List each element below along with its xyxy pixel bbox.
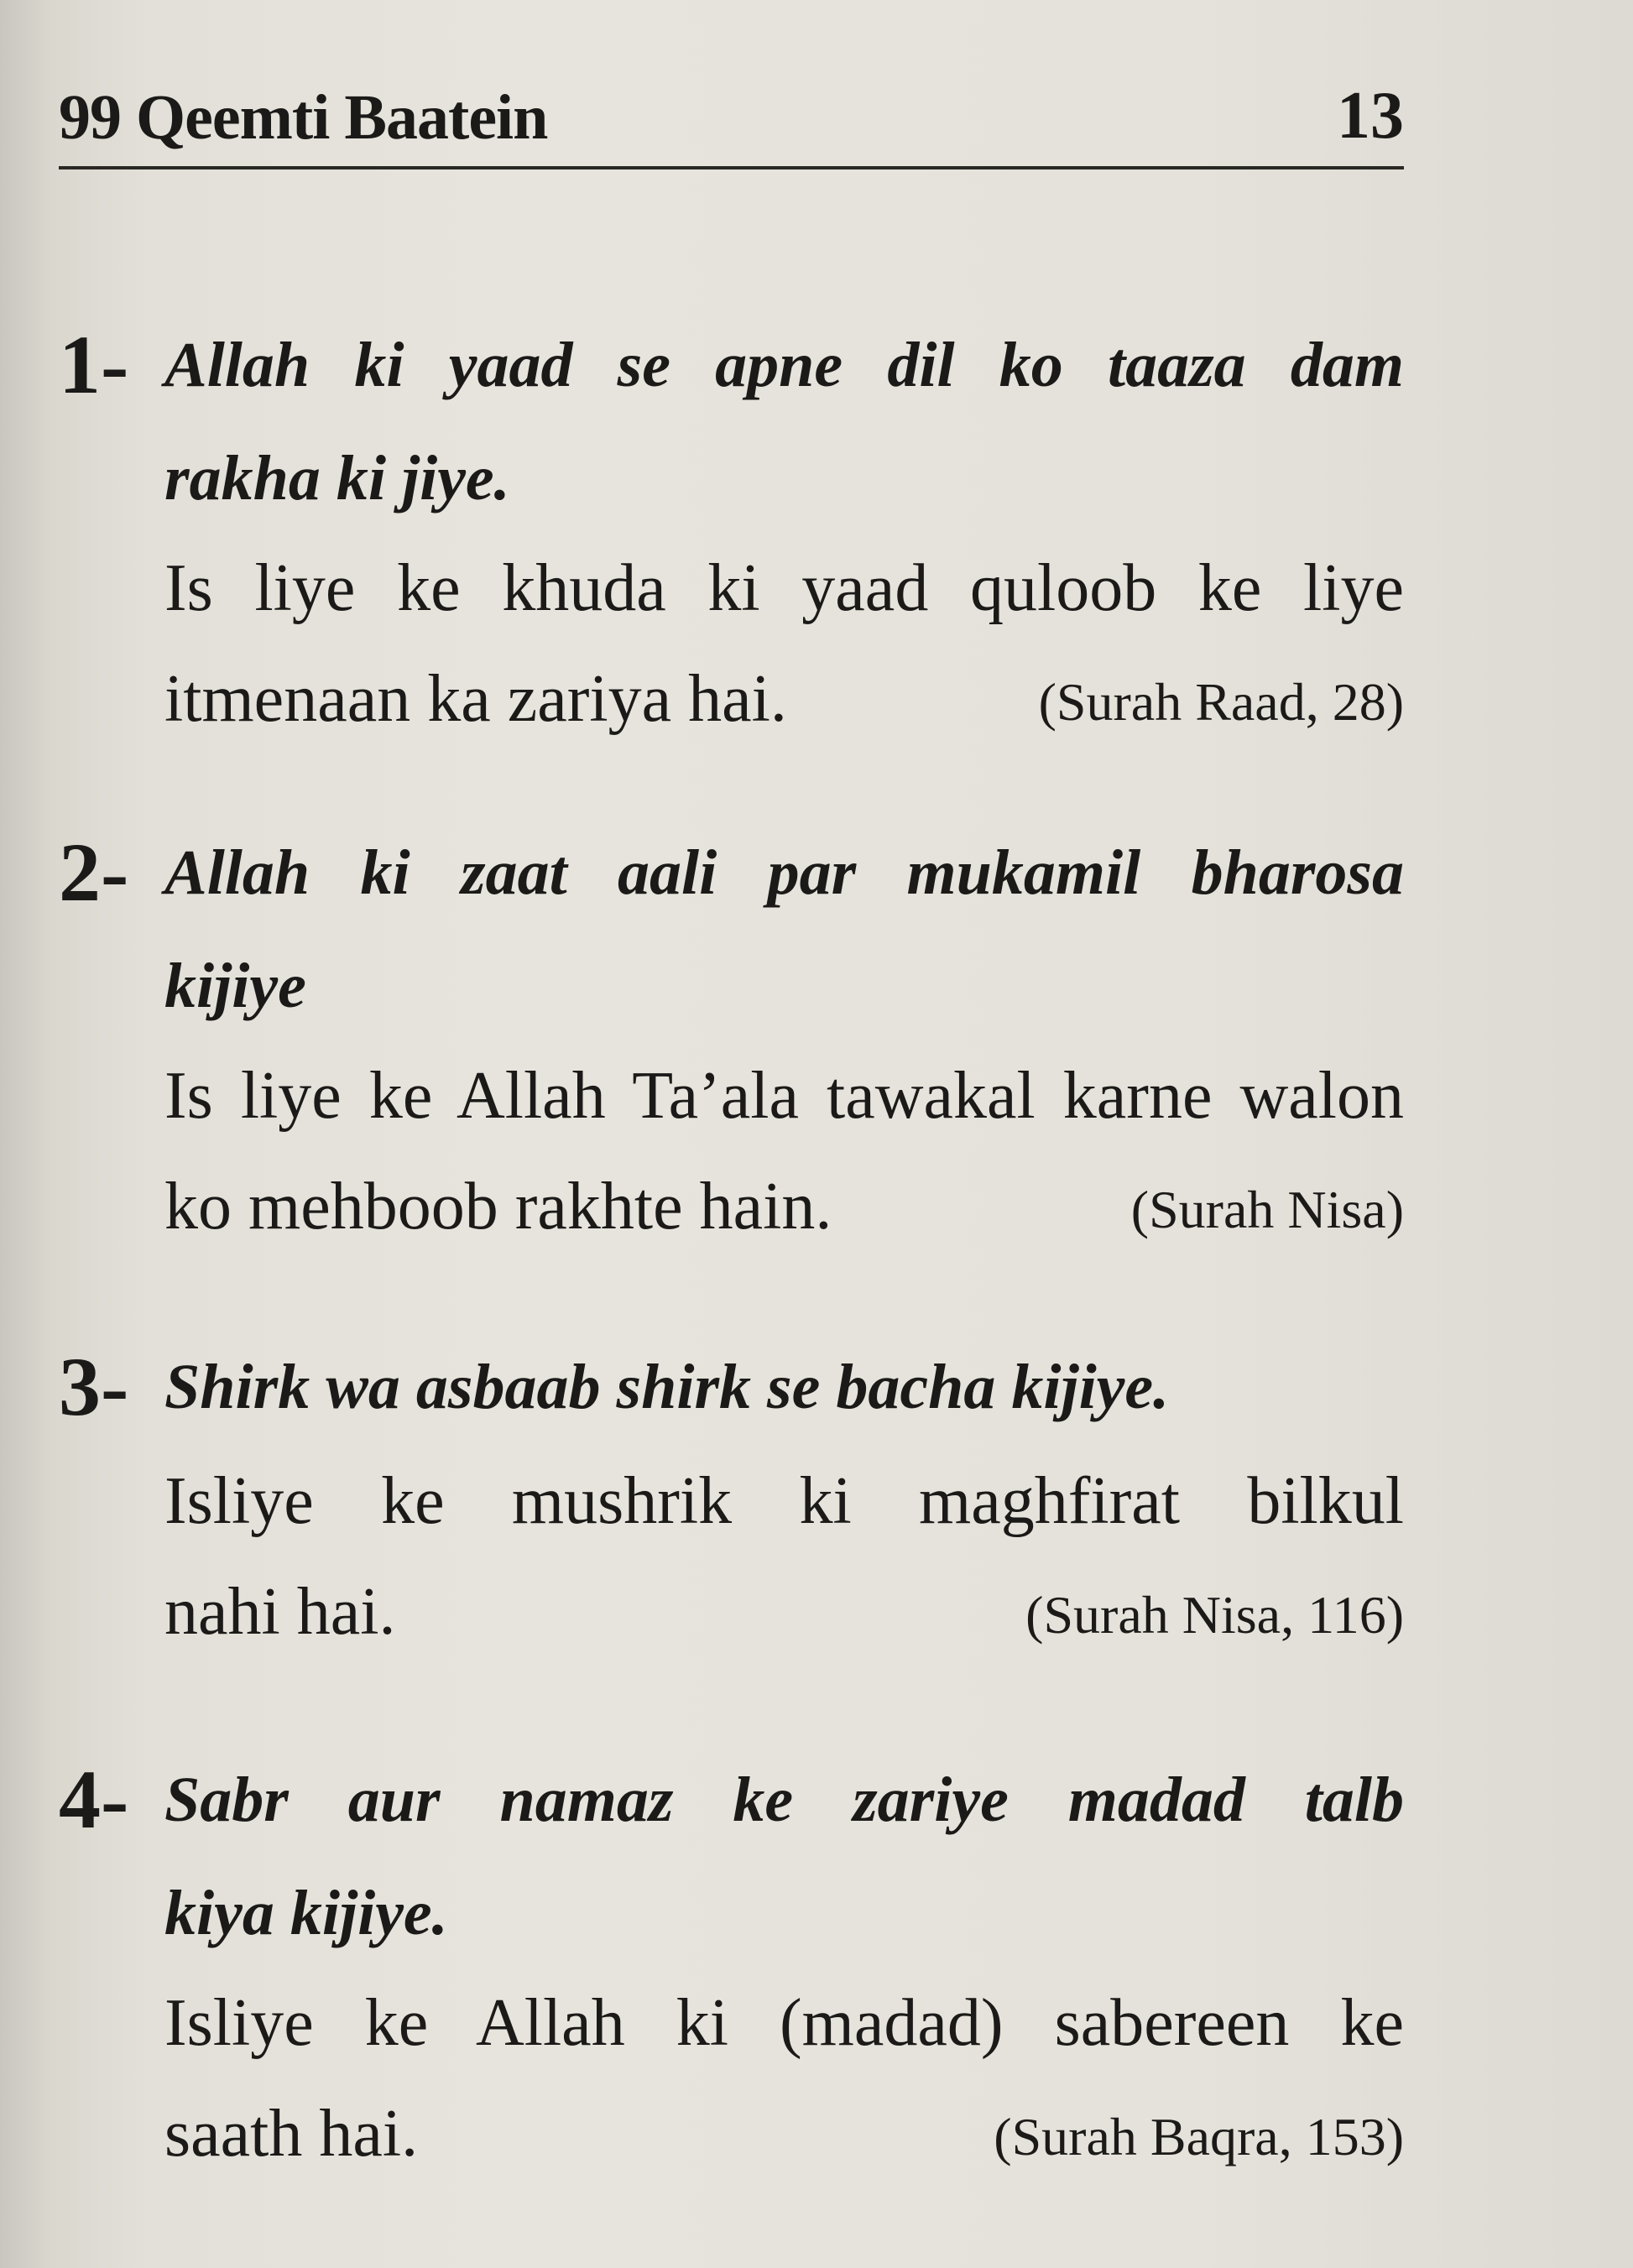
surah-reference: (Surah Nisa, 116) — [1025, 1585, 1404, 1645]
item-heading-continued: rakha ki jiye. — [164, 443, 510, 514]
surah-reference: (Surah Raad, 28) — [1038, 672, 1404, 732]
item-heading: Sabr aur namaz ke zariye madad talb — [164, 1765, 1404, 1835]
item-body-end: saath hai. — [164, 2097, 419, 2171]
surah-reference: (Surah Nisa) — [1130, 1180, 1404, 1239]
surah-reference: (Surah Baqra, 153) — [994, 2107, 1404, 2166]
item-heading: Shirk wa asbaab shirk se bacha kijiye. — [164, 1352, 1170, 1422]
item-body-end: ko mehboob rakhte hain. — [164, 1170, 832, 1243]
item-number: 2- — [59, 826, 129, 919]
list-item — [59, 310, 1404, 754]
item-heading-continued: kijiye — [164, 951, 306, 1021]
page-header — [59, 74, 1404, 169]
item-body-end: nahi hai. — [164, 1575, 396, 1649]
list-item — [59, 1745, 1404, 2189]
item-number: 4- — [59, 1753, 129, 1846]
book-title: 99 Qeemti Baatein — [59, 82, 548, 153]
item-heading: Allah ki yaad se apne dil ko taaza dam — [164, 330, 1404, 400]
item-body: Isliye ke mushrik ki maghfirat bilkul — [164, 1464, 1404, 1538]
item-body-end: itmenaan ka zariya hai. — [164, 662, 787, 736]
item-body: Is liye ke Allah Ta’ala tawakal karne walon — [164, 1059, 1404, 1133]
page-number: 13 — [1337, 79, 1404, 153]
list-item — [59, 1332, 1404, 1667]
item-number: 3- — [59, 1340, 129, 1433]
list-item — [59, 818, 1404, 1262]
item-number: 1- — [59, 318, 129, 411]
item-heading: Allah ki zaat aali par mukamil bharosa — [164, 837, 1404, 908]
item-heading-continued: kiya kijiye. — [164, 1878, 448, 1948]
item-body: Is liye ke khuda ki yaad quloob ke liye — [164, 551, 1404, 625]
item-body: Isliye ke Allah ki (madad) sabereen ke — [164, 1986, 1404, 2060]
